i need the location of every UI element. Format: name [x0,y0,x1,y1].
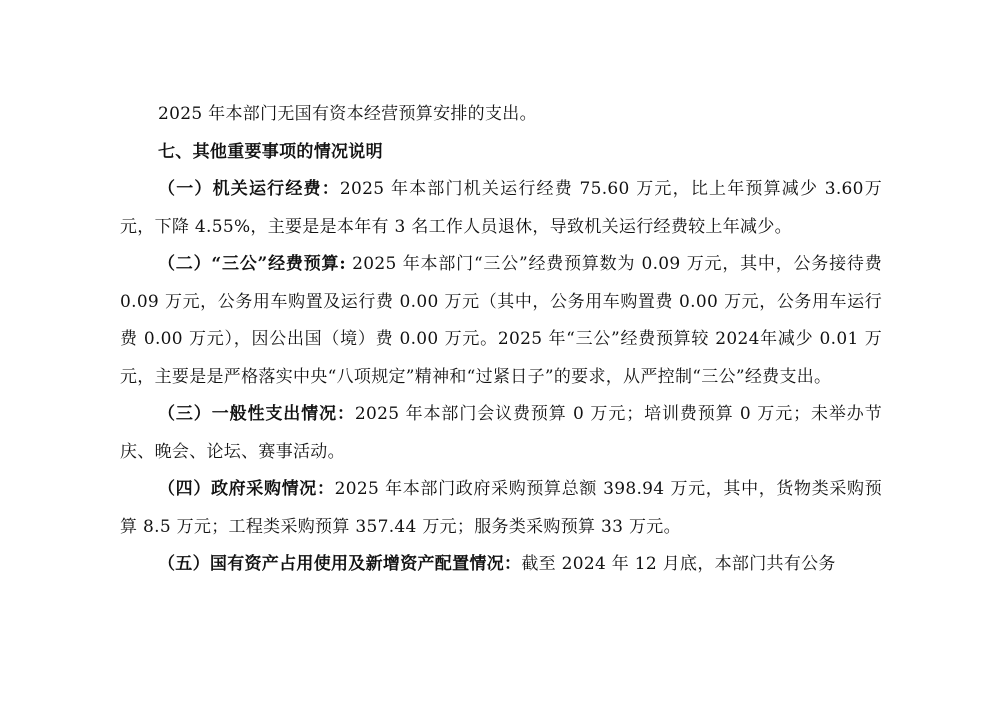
item-lead: （三）一般性支出情况 [158,404,337,424]
item-text-line: 万元，下降 4.55%，主要是是本年有 3 名工作人员退休，导致机关运行经费较上年减少。 [120,179,882,237]
item-lead-separator: ： [316,479,335,499]
item-lead: （一）机关运行经费 [158,179,322,199]
item-text-line: 节庆、晚会、论坛、赛事活动。 [120,404,882,462]
section-heading: 七、其他重要事项的情况说明 [158,141,383,162]
item-three-public-expenses [120,246,882,396]
item-general-expenditure [120,396,882,471]
item-lead-separator: ： [321,179,340,199]
item-lead-separator: ： [504,554,522,574]
item-state-assets [120,546,882,584]
item-lead-separator: ： [336,404,355,424]
item-text-line: 购预算 8.5 万元；工程类采购预算 357.44 万元；服务类采购预算 33 万元。 [120,479,882,537]
intro-paragraph [120,96,882,134]
item-text-line: 2025 年本部门政府采购预算总额 398.94 万元，其中，货物类采 [334,479,848,499]
item-text-line: 年减少 0.01 万元，主要是是严格落实中央“八项规定”精神和“过紧日子”的要求，从严 [120,329,882,387]
item-lead-separator: : [339,254,346,274]
item-lead: （二）“三公”经费预算 [158,254,340,274]
item-text-line: 2025 年本部门“三公”经费预算数为 0.09 万元，其中，公务 [345,254,830,274]
item-text-line: 2025 年本部门会议费预算 0 万元；培训费预算 0 万元；未举办 [354,404,865,424]
item-text-line: 接待费 0.09 万元，公务用车购置及运行费 0.00 万元（其中，公务用车购置费 0.00 万元， [120,254,883,312]
item-government-procurement [120,471,882,546]
item-operating-expenses [120,171,882,246]
item-text-line: 公务用车运行费 0.00 万元），因公出国（境）费 0.00 万元。2025 年“三公”经费预算较 2024 [120,291,882,349]
item-lead: （四）政府采购情况 [158,479,317,499]
intro-text: 2025 年本部门无国有资本经营预算安排的支出。 [158,104,537,124]
item-text-line: 截至 2024 年 12 月底，本部门共有公务 [521,554,836,574]
item-text-line: 控制“三公”经费支出。 [657,366,832,387]
document-body [120,96,882,584]
item-lead: （五）国有资产占用使用及新增资产配置情况 [158,554,504,574]
item-text-line: 2025 年本部门机关运行经费 75.60 万元，比上年预算减少 3.60 [339,179,864,199]
